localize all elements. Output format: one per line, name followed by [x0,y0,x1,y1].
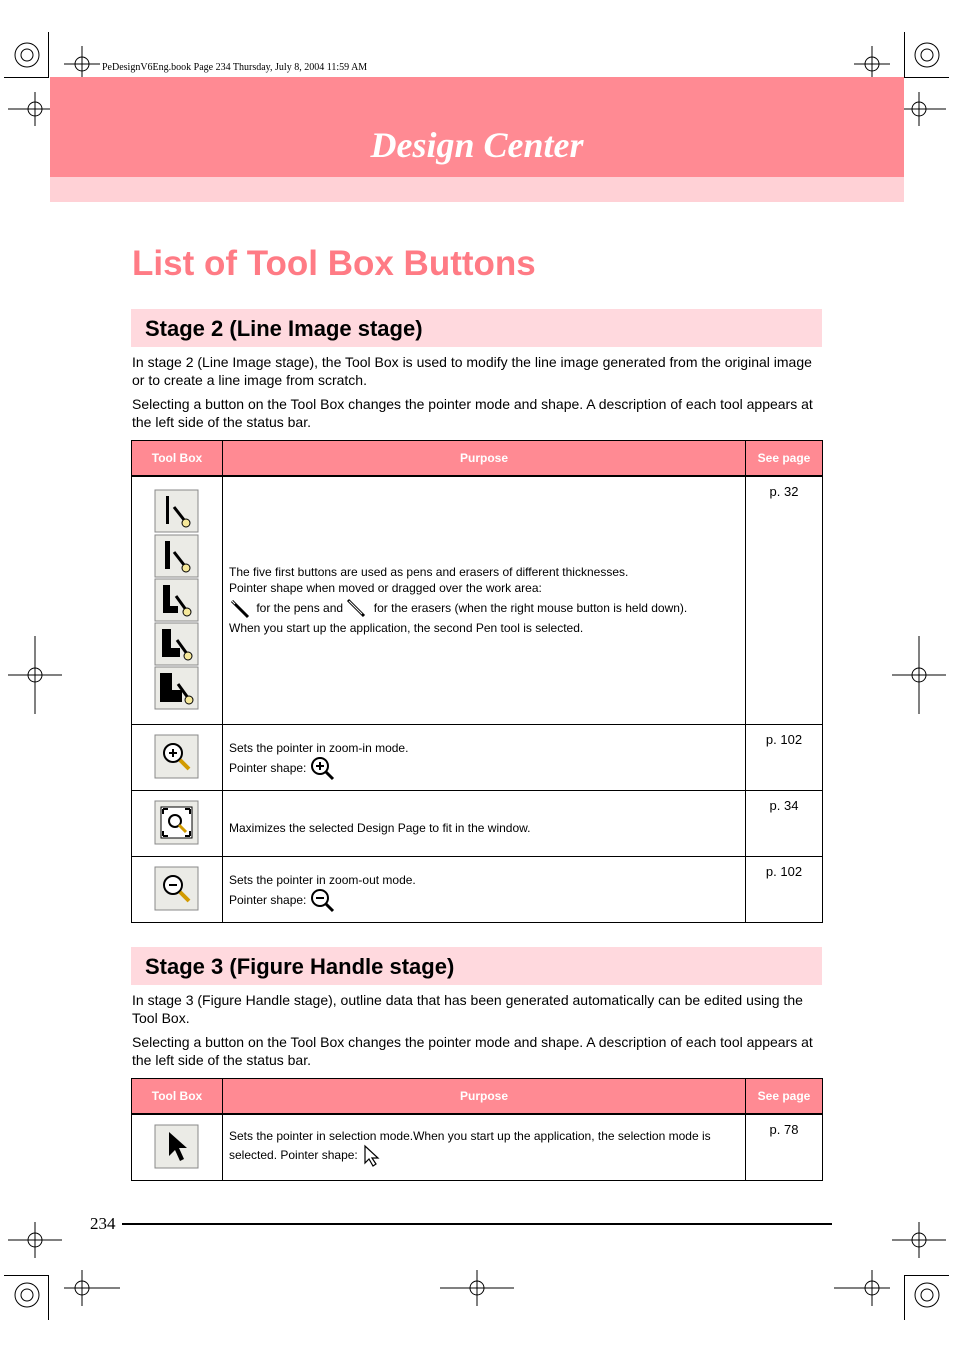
col-toolbox: Tool Box [132,1079,223,1115]
footer-rule [122,1223,832,1225]
col-see-page: See page [746,441,823,477]
pen-pointer-icon [229,598,253,620]
see-page-cell [746,790,823,856]
row1-line2: Pointer shape when moved or dragged over the work area: [229,581,542,596]
see-page-cell [746,724,823,790]
fit-page-icon[interactable] [154,800,200,846]
zoom-in-icon[interactable] [154,734,200,780]
col-purpose: Purpose [223,441,746,477]
purpose-cell [223,1114,746,1180]
see-page-link[interactable]: p. 78 [769,1122,799,1137]
stage3-section-bar [131,947,822,985]
see-page-cell [746,856,823,922]
see-page-link[interactable]: p. 34 [769,797,799,813]
table-row [132,790,823,856]
zoom-out-pointer-icon [310,888,336,914]
row1-line4: When you start up the application, the second Pen tool is selected. [229,621,584,636]
eraser-pointer-icon [346,598,370,620]
purpose-cell [223,856,746,922]
table-row [132,724,823,790]
header-subband [50,177,904,202]
stage3-intro: In stage 3 (Figure Handle stage), outline data that has been generated automatically can be edited using the Tool Box. [132,992,803,1026]
row4-line2: Pointer shape: [229,893,307,908]
col-see-page: See page [746,1079,823,1115]
table-row [132,856,823,922]
zoom-out-button-cell [132,856,223,922]
col-toolbox: Tool Box [132,441,223,477]
book-info: PeDesignV6Eng.book Page 234 Thursday, July 8, 2004 11:59 AM [102,62,368,73]
page-number: 234 [90,1214,116,1233]
purpose-cell [223,476,746,724]
row1-line3b: for the erasers (when the right mouse button is held down). [373,601,688,616]
table-header-row [132,1079,823,1115]
stage2-description: Selecting a button on the Tool Box changes the pointer mode and shape. A description of each tool appears at the left side of the status bar. [132,396,813,430]
stage2-section-bar [131,309,822,347]
zoom-in-button-cell [132,724,223,790]
stage2-table [131,440,823,923]
row1-line3a: for the pens and [256,601,344,616]
table-row [132,476,823,724]
purpose-cell [223,790,746,856]
select-arrow-icon[interactable] [154,1124,200,1170]
stage3-title: Stage 3 (Figure Handle stage) [145,954,455,979]
stage2-title: Stage 2 (Line Image stage) [145,316,423,341]
see-page-cell [746,476,823,724]
see-page-link[interactable]: p. 102 [765,863,803,879]
see-page-link[interactable]: p. 32 [769,484,799,499]
row1-line1: The five first buttons are used as pens and erasers of different thicknesses. [229,565,629,580]
stage3-row1-text: Sets the pointer in selection mode.When you start up the application, the selection mode is selected. Pointer shape: [229,1129,711,1163]
table-row [132,1114,823,1180]
see-page-cell [746,1114,823,1180]
select-button-cell [132,1114,223,1180]
col-purpose: Purpose [223,1079,746,1115]
header-title: Design Center [370,125,584,165]
page-title: List of Tool Box Buttons [132,244,536,283]
row3-line1: Maximizes the selected Design Page to fit in the window. [229,821,531,835]
purpose-cell [223,724,746,790]
row2-line1: Sets the pointer in zoom-in mode. [229,741,409,755]
pen-eraser-buttons [132,476,223,724]
stage2-intro: In stage 2 (Line Image stage), the Tool Box is used to modify the line image generated from the original image or to create a line image from scratch. [132,354,812,388]
row4-line1: Sets the pointer in zoom-out mode. [229,873,416,887]
arrow-pointer-icon [361,1144,383,1168]
table-header-row [132,441,823,477]
zoom-in-pointer-icon [310,756,336,782]
fit-page-button-cell [132,790,223,856]
pen-eraser-icon[interactable] [154,489,200,711]
row2-line2: Pointer shape: [229,761,307,776]
stage3-table [131,1078,823,1181]
see-page-link[interactable]: p. 102 [765,731,803,747]
stage3-description: Selecting a button on the Tool Box changes the pointer mode and shape. A description of each tool appears at the left side of the status bar. [132,1034,813,1068]
zoom-out-icon[interactable] [154,866,200,912]
